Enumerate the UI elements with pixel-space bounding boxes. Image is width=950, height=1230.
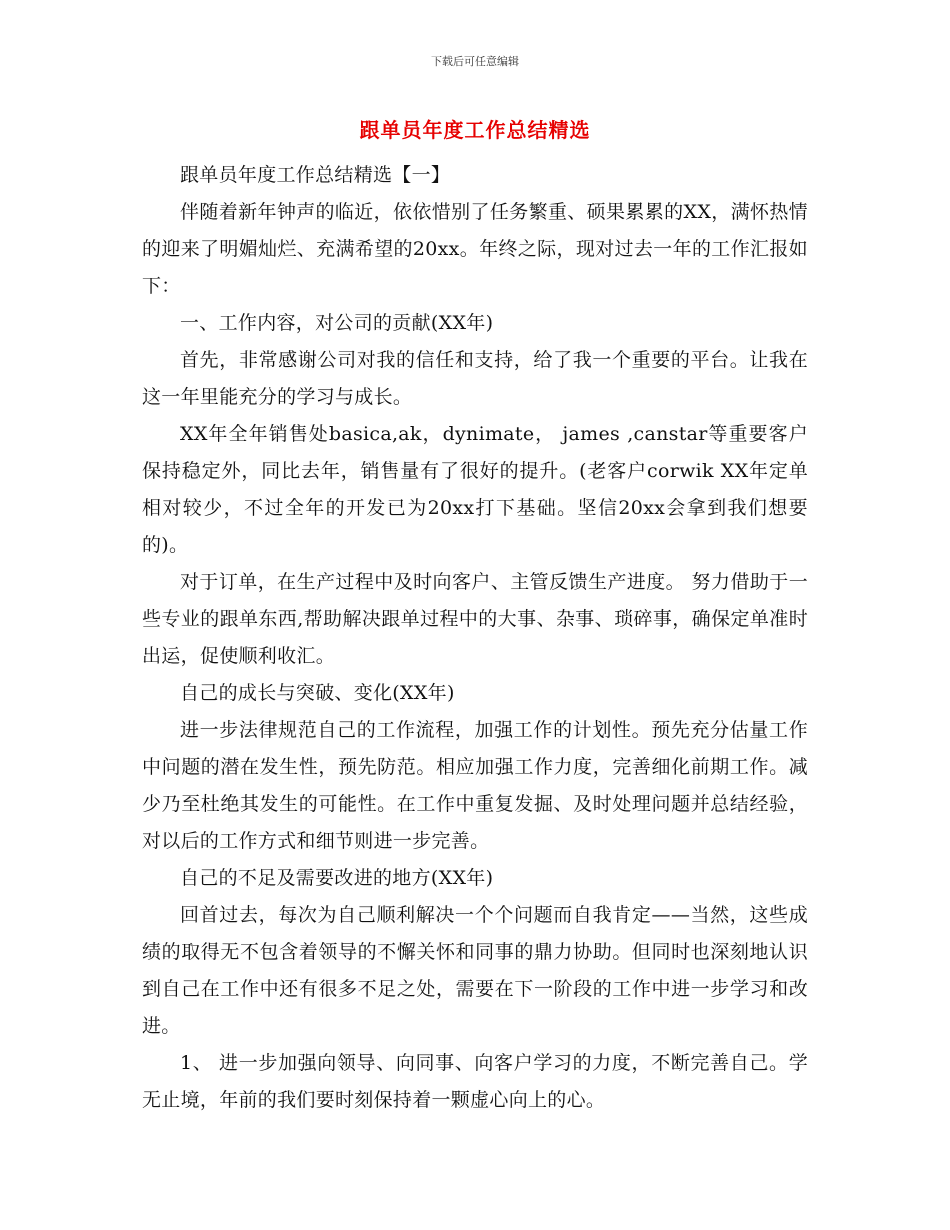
subheading: 自己的不足及需要改进的地方(XX年) bbox=[180, 867, 494, 889]
paragraph: 对于订单，在生产过程中及时向客户、主管反馈生产进度。 努力借助于一些专业的跟单东西,帮助解决跟单过程中的大事、杂事、琐碎事，确保定单准时出运，促使顺利收汇。 bbox=[142, 571, 808, 667]
subheading: 一、工作内容，对公司的贡献(XX年) bbox=[180, 312, 494, 334]
subheading: 自己的成长与突破、变化(XX年) bbox=[180, 682, 455, 704]
paragraph: 首先，非常感谢公司对我的信任和支持，给了我一个重要的平台。让我在这一年里能充分的学习与成长。 bbox=[142, 349, 808, 408]
paragraph: 伴随着新年钟声的临近，依依惜别了任务繁重、硕果累累的XX，满怀热情的迎来了明媚灿烂、充满希望的20xx。年终之际，现对过去一年的工作汇报如下： bbox=[142, 201, 808, 297]
paragraph: XX年全年销售处basica,ak，dynimate， james ,canstar等重要客户保持稳定外，同比去年，销售量有了很好的提升。(老客户corwik XX年定单相对较少，不过全年的开发已为20xx打下基础。坚信20xx会拿到我们想要的)。 bbox=[142, 423, 808, 556]
page-header-note: 下载后可任意编辑 bbox=[431, 55, 519, 68]
document-body bbox=[142, 157, 808, 1119]
section-heading: 跟单员年度工作总结精选【一】 bbox=[180, 164, 451, 186]
list-item: 1、 进一步加强向领导、向同事、向客户学习的力度，不断完善自己。学无止境，年前的我们要时刻保持着一颗虚心向上的心。 bbox=[142, 1052, 808, 1111]
paragraph: 进一步法律规范自己的工作流程，加强工作的计划性。预先充分估量工作中问题的潜在发生性，预先防范。相应加强工作力度，完善细化前期工作。减少乃至杜绝其发生的可能性。在工作中重复发掘、及时处理问题并总结经验，对以后的工作方式和细节则进一步完善。 bbox=[142, 719, 808, 852]
paragraph: 回首过去，每次为自己顺利解决一个个问题而自我肯定——当然，这些成绩的取得无不包含着领导的不懈关怀和同事的鼎力协助。但同时也深刻地认识到自己在工作中还有很多不足之处，需要在下一阶段的工作中进一步学习和改进。 bbox=[142, 904, 808, 1037]
document-title: 跟单员年度工作总结精选 bbox=[359, 118, 591, 142]
